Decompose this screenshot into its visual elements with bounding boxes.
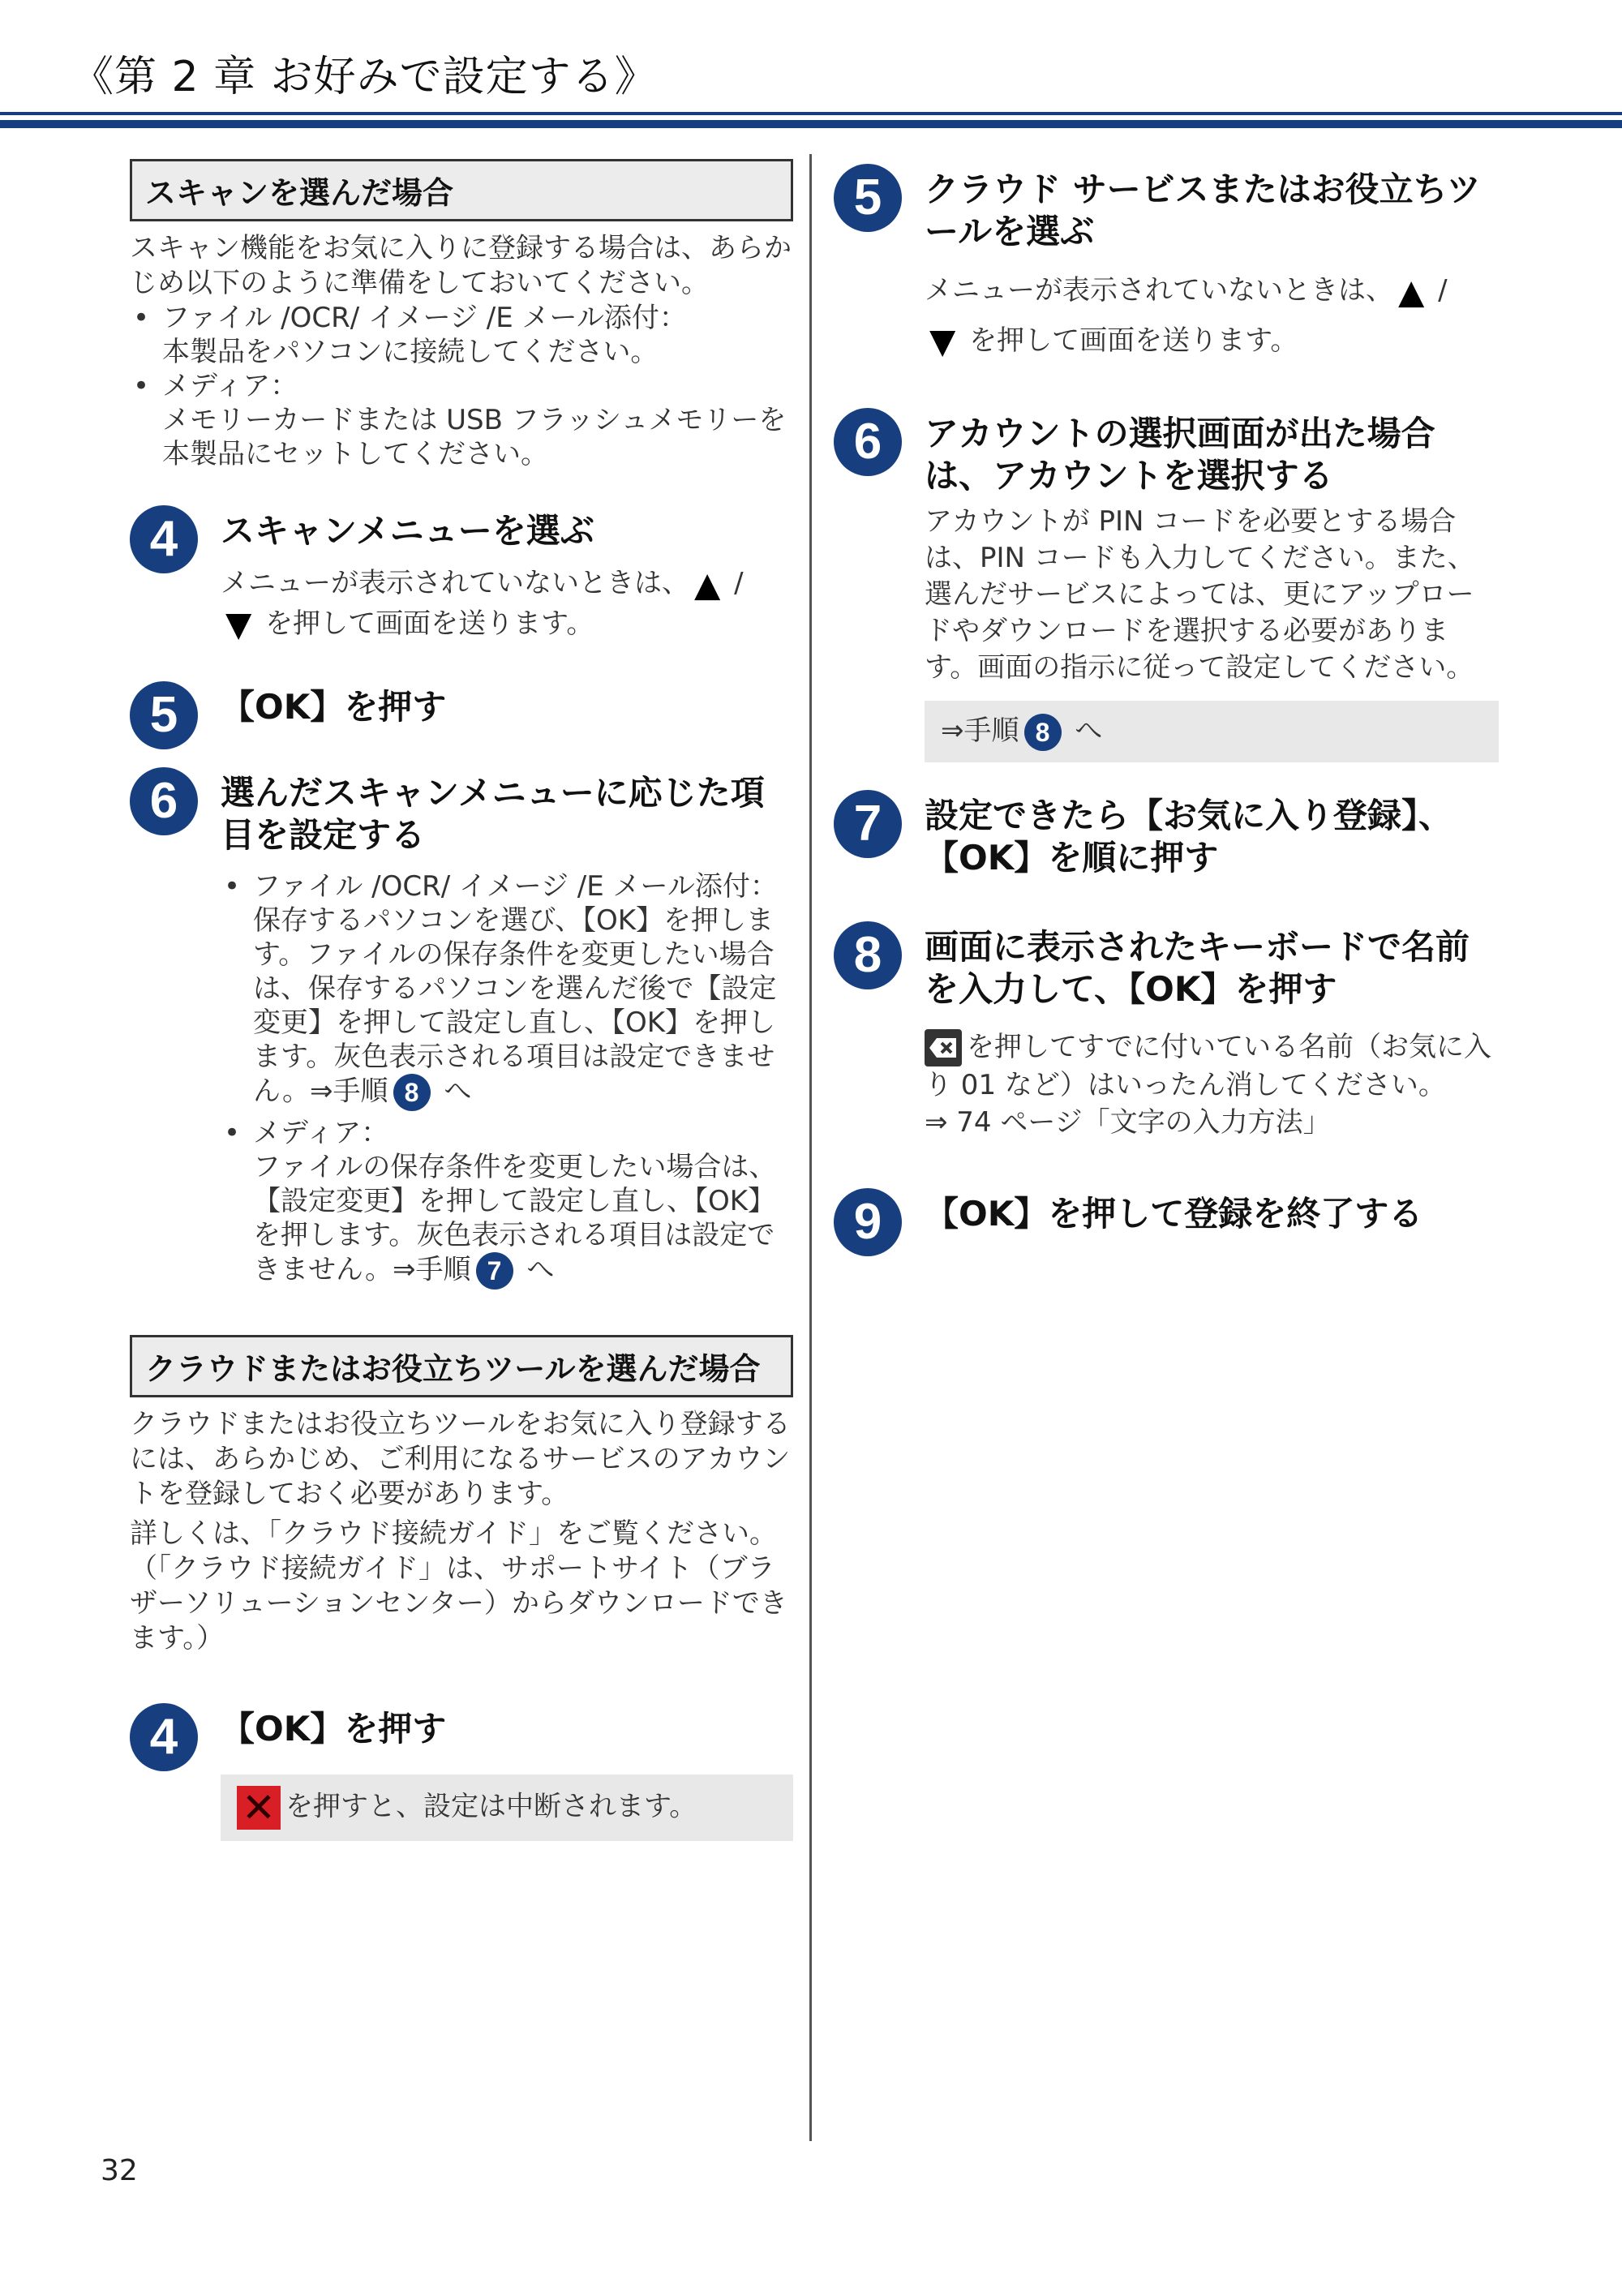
step-number-icon: 7	[834, 790, 902, 858]
step-9-finish	[834, 1193, 1499, 1250]
step-4-press-ok	[130, 1708, 793, 1841]
bullet-text: メモリーカードまたは USB フラッシュメモリーを本製品にセットしてください。	[162, 404, 787, 470]
step-5-cloud-service	[834, 169, 1499, 366]
step-body-text: アカウントが PIN コードを必要とする場合は、PIN コードも入力してください。また、選んだサービスによっては、更にアップロードやダウンロードを選択する必要があります。画面の指示に従って設定してください。	[925, 505, 1475, 684]
step-title: クラウド サービスまたはお役立ちツールを選ぶ	[925, 170, 1481, 251]
cloud-intro: クラウドまたはお役立ちツールをお気に入り登録するには、あらかじめ、ご利用になるサービスのアカウントを登録しておく必要があります。	[130, 1408, 791, 1510]
step-title: 選んだスキャンメニューに応じた項目を設定する	[221, 773, 765, 855]
step-ref-note	[925, 701, 1499, 762]
cloud-guide-note: 詳しくは、「クラウド接続ガイド」をご覧ください。（「クラウド接続ガイド」は、サポートサイト（ブラザーソリューションセンター）からダウンロードできます。）	[130, 1517, 787, 1654]
bullet-text: 本製品をパソコンに接続してください。	[162, 336, 659, 368]
ref-suffix: へ	[1066, 715, 1103, 747]
bullet-text: 保存するパソコンを選び、【OK】を押します。ファイルの保存条件を変更したい場合は、保存するパソコンを選んだ後で【設定変更】を押して設定し直し、【OK】を押します。灰色表示される項目は設定できません。⇒手順	[253, 904, 777, 1108]
step-number-icon: 4	[130, 505, 198, 573]
header-rule-thick	[0, 120, 1622, 128]
bullet-text: ファイルの保存条件を変更したい場合は、【設定変更】を押して設定し直し、【OK】を押します。灰色表示される項目は設定できません。⇒手順	[253, 1151, 777, 1286]
page-number: 32	[101, 2154, 138, 2187]
cloud-section-heading: クラウドまたはお役立ちツールを選んだ場合	[130, 1335, 793, 1397]
bullet-icon: •	[133, 370, 150, 402]
cancel-note-text: を押すと、設定は中断されます。	[285, 1790, 697, 1823]
up-triangle-icon: ▲	[1398, 271, 1425, 311]
column-divider	[809, 154, 812, 2141]
page-ref: ⇒ 74 ページ「文字の入力方法」	[925, 1106, 1331, 1139]
step-ref-icon: 8	[393, 1074, 431, 1111]
step-ref-icon: 8	[1024, 714, 1062, 751]
ref-prefix: ⇒手順	[941, 715, 1019, 747]
step-body	[221, 564, 793, 644]
bullet-icon: •	[224, 870, 241, 903]
ref-suffix: へ	[517, 1253, 555, 1286]
bullet-title: ファイル /OCR/ イメージ /E メール添付：	[162, 302, 687, 334]
scan-section-heading: スキャンを選んだ場合	[130, 159, 793, 221]
step-number-icon: 5	[130, 681, 198, 749]
step-body-text: を押して画面を送ります。	[256, 607, 594, 640]
step-7-register	[834, 795, 1499, 879]
step-number-icon: 6	[130, 767, 198, 835]
step-title: 画面に表示されたキーボードで名前を入力して、【OK】を押す	[925, 926, 1470, 1009]
step-body	[925, 1028, 1499, 1142]
up-triangle-icon: ▲	[694, 564, 721, 604]
down-triangle-icon: ▼	[225, 604, 252, 644]
list-item	[221, 1116, 793, 1290]
scan-intro: スキャン機能をお気に入りに登録する場合は、あらかじめ以下のように準備をしておいてください。	[130, 232, 792, 299]
slash-text: /	[725, 567, 744, 599]
step-6-options	[221, 869, 793, 1290]
step-title: 【OK】を押す	[221, 1709, 447, 1749]
step-title: 設定できたら【お気に入り登録】、【OK】を順に押す	[925, 795, 1453, 878]
bullet-icon: •	[133, 302, 150, 334]
ref-suffix: へ	[435, 1075, 472, 1108]
step-number-icon: 4	[130, 1703, 198, 1771]
backspace-icon	[925, 1029, 962, 1066]
scan-prep-list	[130, 301, 793, 471]
step-body-text: を押してすでに付いている名前（お気に入り 01 など）はいったん消してください。	[925, 1030, 1492, 1101]
step-body-text: メニューが表示されていないときは、	[221, 567, 689, 599]
step-title: アカウントの選択画面が出た場合は、アカウントを選択する	[925, 414, 1435, 496]
step-8-enter-name	[834, 926, 1499, 1142]
list-item	[221, 869, 793, 1111]
list-item	[130, 369, 793, 471]
step-number-icon: 8	[834, 921, 902, 989]
step-ref-icon: 7	[476, 1252, 513, 1290]
slash-text: /	[1429, 274, 1448, 307]
bullet-title: メディア：	[253, 1117, 389, 1149]
step-title: 【OK】を押す	[221, 687, 447, 727]
header-rule-thin	[0, 112, 1622, 115]
step-body	[925, 266, 1499, 366]
left-column	[130, 159, 793, 1841]
step-title: 【OK】を押して登録を終了する	[925, 1194, 1423, 1234]
step-6-configure	[130, 772, 793, 1290]
cancel-x-icon: ✕	[237, 1786, 281, 1830]
step-number-icon: 6	[834, 408, 902, 476]
right-column	[834, 159, 1499, 1250]
step-6-account-select	[834, 413, 1499, 762]
step-title: スキャンメニューを選ぶ	[221, 511, 594, 551]
bullet-title: メディア：	[162, 370, 298, 402]
step-body-text: メニューが表示されていないときは、	[925, 274, 1393, 307]
bullet-icon: •	[224, 1117, 241, 1149]
chapter-title: 《第 2 章 お好みで設定する》	[71, 53, 658, 101]
step-4-scan-menu	[130, 510, 793, 644]
step-5-press-ok	[130, 686, 793, 743]
list-item	[130, 301, 793, 369]
step-body-text: を押して画面を送ります。	[960, 324, 1298, 357]
step-number-icon: 5	[834, 164, 902, 232]
down-triangle-icon: ▼	[929, 321, 956, 361]
cancel-note	[221, 1775, 793, 1841]
bullet-title: ファイル /OCR/ イメージ /E メール添付：	[253, 870, 778, 903]
step-number-icon: 9	[834, 1188, 902, 1256]
